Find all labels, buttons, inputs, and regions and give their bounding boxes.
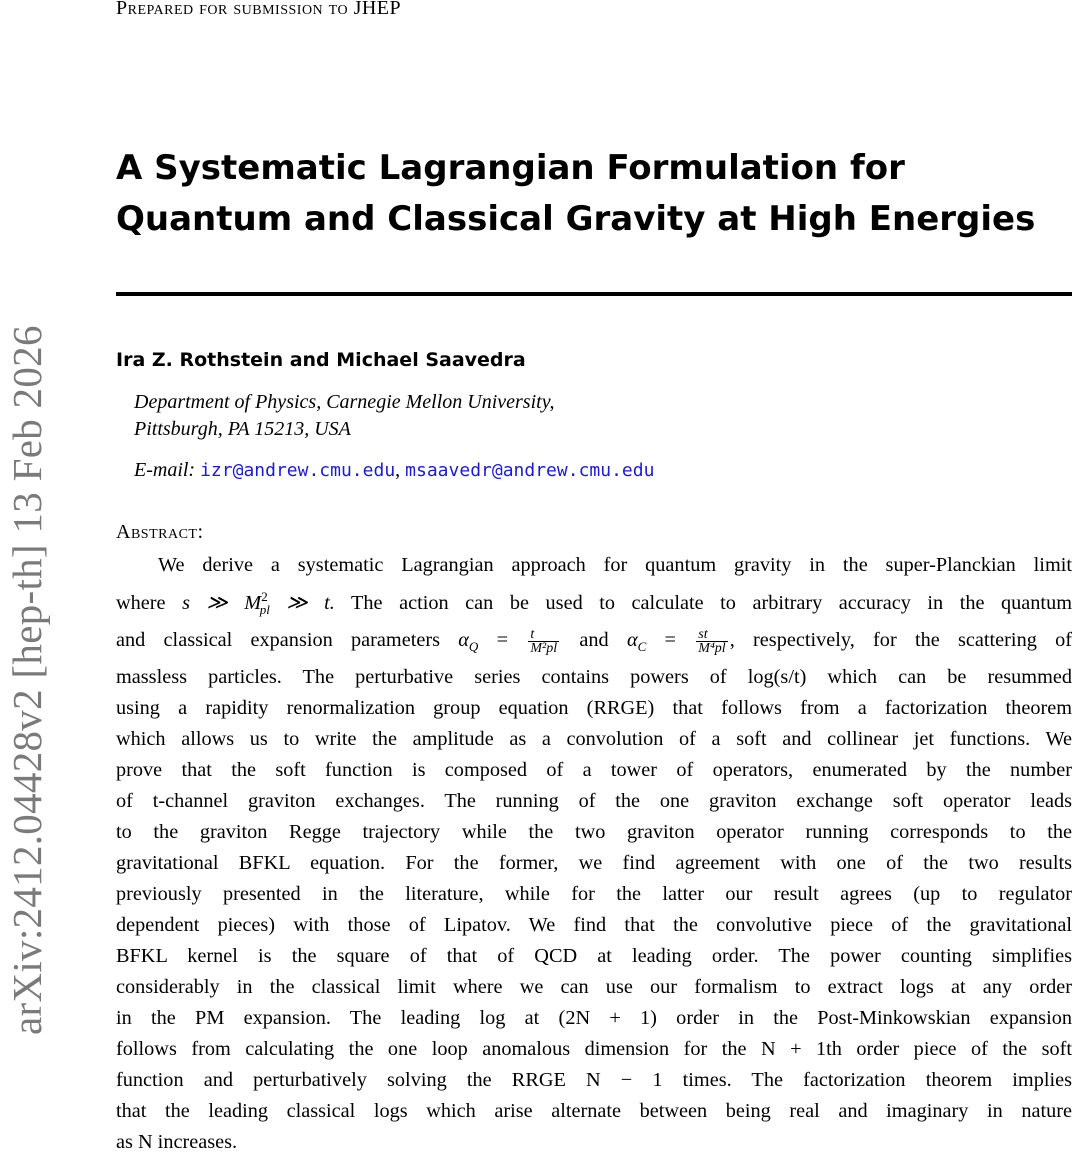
abstract-line: We derive a systematic Lagrangian approach for quantum gravity in the super-Planckian limit <box>158 554 1072 576</box>
abstract-line: to the graviton Regge trajectory while the two graviton operator running corresponds to the <box>116 820 1072 843</box>
affiliation-line-1: Department of Physics, Carnegie Mellon University, <box>134 391 555 413</box>
affiliation <box>134 389 554 443</box>
submission-note: Prepared for submission to JHEP <box>116 0 402 19</box>
fraction-alpha-q: $\frac{t}{\text{M²pl}}$ <box>530 626 558 656</box>
abstract-line: function and perturbatively solving the RRGE N − 1 times. The factorization theorem implies <box>116 1068 1072 1091</box>
author-list: Ira Z. Rothstein and Michael Saavedra <box>116 349 526 371</box>
title-divider <box>116 292 1072 296</box>
abstract-line: of t-channel graviton exchanges. The running of the one graviton exchange soft operator leads <box>116 789 1072 812</box>
abstract-line: which allows us to write the amplitude as a convolution of a soft and collinear jet functions. We <box>116 727 1072 750</box>
abstract-line: that the leading classical logs which arise alternate between being real and imaginary in nature <box>116 1099 1072 1122</box>
abstract-line: massless particles. The perturbative series contains powers of log(s/t) which can be resummed <box>116 665 1072 688</box>
abstract-line: considerably in the classical limit where we can use our formalism to extract logs at any order <box>116 975 1072 998</box>
abstract-line: gravitational BFKL equation. For the former, we find agreement with one of the two results <box>116 851 1072 874</box>
abstract-line: dependent pieces) with those of Lipatov. We find that the convolutive piece of the gravitational <box>116 913 1072 936</box>
abstract-line: BFKL kernel is the square of that of QCD at leading order. The power counting simplifies <box>116 944 1072 967</box>
abstract-line: where s ≫ $M^2_{pl}$ ≫ t. The action can be used to calculate to arbitrary accuracy in the quantum <box>116 589 1072 617</box>
email-link-rothstein[interactable]: izr@andrew.cmu.edu <box>200 460 396 481</box>
abstract-line: prove that the soft function is composed of a tower of operators, enumerated by the number <box>116 758 1072 781</box>
paper-title: A Systematic Lagrangian Formulation for Quantum and Classical Gravity at High Energies <box>116 148 1036 239</box>
abstract-line: as N increases. <box>116 1130 238 1153</box>
abstract-line: follows from calculating the one loop anomalous dimension for the N + 1th order piece of the soft <box>116 1037 1072 1060</box>
email-separator: , <box>395 459 401 481</box>
abstract-line: using a rapidity renormalization group equation (RRGE) that follows from a factorization theorem <box>116 696 1072 719</box>
email-label: E-mail: <box>134 459 196 481</box>
email-link-saavedra[interactable]: msaavedr@andrew.cmu.edu <box>405 460 655 481</box>
abstract-line: previously presented in the literature, while for the latter our result agrees (up to regulator <box>116 882 1072 905</box>
abstract-line: and classical expansion parameters $\alpha_Q$ = $\frac{t}{\text{M²pl}}$ and $\alpha_C$ = $\frac{st}{\text{M⁴pl}}$ , respectively, for the scattering of <box>116 626 1072 656</box>
affiliation-line-2: Pittsburgh, PA 15213, USA <box>134 418 351 440</box>
arxiv-identifier: arXiv:2412.04428v2 [hep-th] 13 Feb 2026 <box>4 325 50 1035</box>
abstract-heading: Abstract: <box>116 521 204 543</box>
fraction-alpha-c: $\frac{st}{\text{M⁴pl}}$ <box>698 626 726 656</box>
email-line <box>134 459 654 482</box>
abstract-body <box>116 550 1072 1158</box>
abstract-line: in the PM expansion. The leading log at (2N + 1) order in the Post-Minkowskian expansion <box>116 1006 1072 1029</box>
